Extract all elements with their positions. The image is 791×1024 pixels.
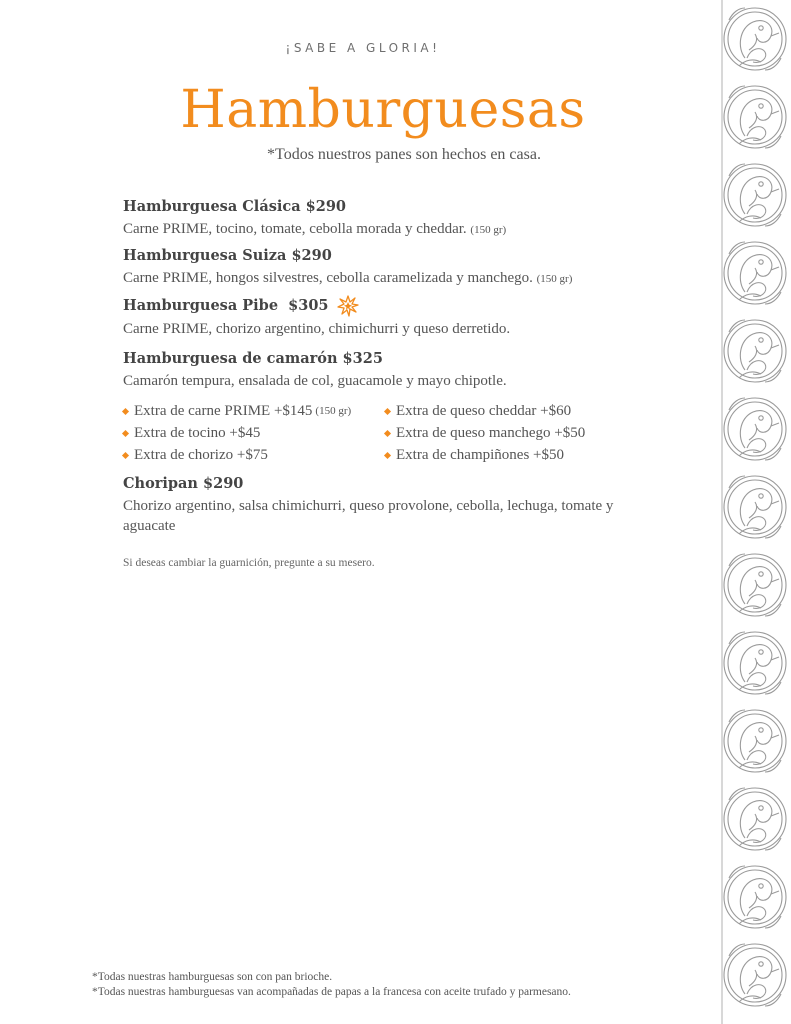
- page-title: Hamburguesas: [180, 80, 586, 140]
- bullet-icon: [384, 452, 391, 459]
- item-name: Hamburguesa Pibe $305: [123, 295, 643, 317]
- item-name: Hamburguesa Clásica $290: [123, 198, 347, 215]
- footer-line: *Todas nuestras hamburguesas van acompañadas de papas a la francesa con aceite trufado y parmesano.: [92, 986, 571, 998]
- extra-item: Extra de queso manchego +$50: [385, 423, 645, 444]
- item-description: Camarón tempura, ensalada de col, guacamole y mayo chipotle.: [123, 373, 507, 389]
- extras-list: [123, 401, 643, 466]
- extra-item: Extra de chorizo +$75: [123, 445, 385, 466]
- tagline: ¡SABE A GLORIA!: [285, 41, 441, 55]
- footer-line: *Todas nuestras hamburguesas son con pan brioche.: [92, 971, 333, 983]
- side-note: Si deseas cambiar la guarnición, pregunte a su mesero.: [123, 557, 375, 569]
- extra-item: Extra de champiñones +$50: [385, 445, 645, 466]
- item-weight: (150 gr): [470, 224, 507, 236]
- bullet-icon: [384, 430, 391, 437]
- item-weight: (150 gr): [536, 273, 573, 285]
- item-name: Hamburguesa Suiza $290: [123, 247, 332, 264]
- menu-item: [123, 474, 643, 536]
- menu-item: [123, 197, 643, 240]
- item-name: Hamburguesa de camarón $325: [123, 350, 383, 367]
- extra-item: Extra de tocino +$45: [123, 423, 385, 444]
- bullet-icon: [122, 430, 129, 437]
- menu-item: [123, 295, 643, 339]
- item-description: Carne PRIME, chorizo argentino, chimichurri y queso derretido.: [123, 321, 511, 337]
- item-description: Carne PRIME, tocino, tomate, cebolla morada y cheddar. (150 gr): [123, 221, 507, 237]
- item-name: Choripan $290: [123, 475, 244, 492]
- footer-notes: [92, 970, 571, 1000]
- bird-pattern-icon: [719, 0, 791, 1024]
- extra-item: Extra de carne PRIME +$145 (150 gr): [123, 401, 385, 422]
- decorative-border: [719, 0, 791, 1024]
- bullet-icon: [384, 408, 391, 415]
- bullet-icon: [122, 408, 129, 415]
- star-burst-icon: [337, 295, 359, 317]
- menu-list: [123, 197, 643, 542]
- bullet-icon: [122, 452, 129, 459]
- menu-item: [123, 349, 643, 391]
- page-subtitle: *Todos nuestros panes son hechos en casa.: [267, 146, 541, 163]
- menu-item: [123, 246, 643, 289]
- item-description: Carne PRIME, hongos silvestres, cebolla caramelizada y manchego. (150 gr): [123, 270, 573, 286]
- item-description: Chorizo argentino, salsa chimichurri, queso provolone, cebolla, lechuga, tomate y aguacate: [123, 498, 614, 534]
- extra-item: Extra de queso cheddar +$60: [385, 401, 645, 422]
